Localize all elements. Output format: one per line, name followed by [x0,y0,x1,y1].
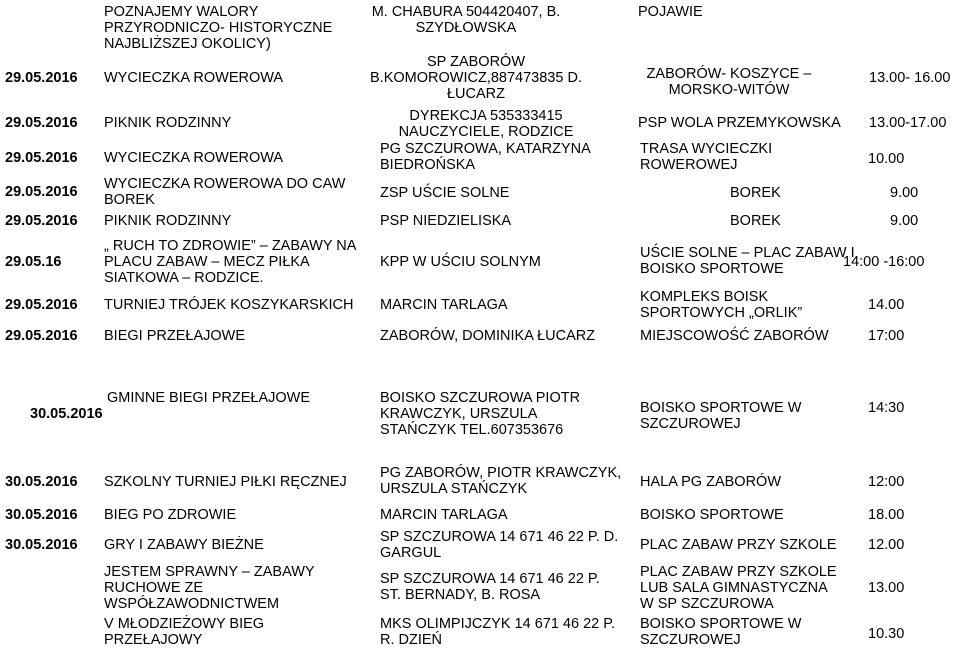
event-cell: GRY I ZABAWY BIEŻNE [104,537,264,553]
place-cell: POJAWIE [638,4,703,20]
time-cell: 9.00 [890,185,919,201]
event-cell: BIEGI PRZEŁAJOWE [104,328,245,344]
date-cell: 29.05.2016 [5,297,78,313]
place-cell: ZABORÓW- KOSZYCE – MORSKO-WITÓW [646,66,812,98]
event-cell: WYCIECZKA ROWEROWA [104,150,284,166]
date-cell: 29.05.2016 [5,115,78,131]
place-cell: PLAC ZABAW PRZY SZKOLE [640,537,837,553]
event-cell: V MŁODZIEŻOWY BIEG PRZEŁAJOWY [104,616,265,648]
time-cell: 10.30 [868,626,905,642]
place-cell: BOREK [730,185,781,201]
event-cell: PIKNIK RODZINNY [104,115,232,131]
event-cell: BIEG PO ZDROWIE [104,507,237,523]
place-cell: PLAC ZABAW PRZY SZKOLE LUB SALA GIMNASTYCZNA W SP SZCZUROWA [640,564,837,612]
place-cell: BOREK [730,213,781,229]
time-cell: 12.00 [868,537,905,553]
date-cell: 29.05.2016 [5,213,78,229]
date-cell: 29.05.2016 [5,184,78,200]
time-cell: 13.00-17.00 [869,115,947,131]
event-cell: SZKOLNY TURNIEJ PIŁKI RĘCZNEJ [104,474,347,490]
organizer-cell: SP ZABORÓW B.KOMOROWICZ,887473835 D. ŁUCARZ [370,54,582,102]
place-cell: BOISKO SPORTOWE W SZCZUROWEJ [640,400,802,432]
event-cell: PIKNIK RODZINNY [104,213,232,229]
organizer-cell: BOISKO SZCZUROWA PIOTR KRAWCZYK, URSZULA STAŃCZYK TEL.607353676 [380,390,581,438]
place-cell: UŚCIE SOLNE – PLAC ZABAW I BOISKO SPORTOWE [640,245,855,277]
event-cell: TURNIEJ TRÓJEK KOSZYKARSKICH [104,297,354,313]
time-cell: 10.00 [868,151,905,167]
date-cell: 29.05.2016 [5,70,78,86]
date-cell: 29.05.2016 [5,150,78,166]
event-cell: WYCIECZKA ROWEROWA [104,70,284,86]
event-cell: POZNAJEMY WALORY PRZYRODNICZO- HISTORYCZNE NAJBLIŻSZEJ OKOLICY) [104,4,333,52]
event-cell: GMINNE BIEGI PRZEŁAJOWE [107,390,311,406]
organizer-cell: MARCIN TARLAGA [380,507,508,523]
place-cell: HALA PG ZABORÓW [640,474,781,490]
event-cell: JESTEM SPRAWNY – ZABAWY RUCHOWE ZE WSPÓŁZAWODNICTWEM [104,564,315,612]
place-cell: KOMPLEKS BOISK SPORTOWYCH „ORLIK” [640,289,803,321]
date-cell: 29.05.16 [5,254,62,270]
time-cell: 18.00 [868,507,905,523]
organizer-cell: PG SZCZUROWA, KATARZYNA BIEDROŃSKA [380,141,590,173]
date-cell: 30.05.2016 [5,507,78,523]
organizer-cell: PSP NIEDZIELISKA [380,213,512,229]
time-cell: 12:00 [868,474,905,490]
organizer-cell: ZABORÓW, DOMINIKA ŁUCARZ [380,328,596,344]
place-cell: BOISKO SPORTOWE [640,507,784,523]
time-cell: 13.00 [868,580,905,596]
time-cell: 14.00 [868,297,905,313]
event-cell: „ RUCH TO ZDROWIE” – ZABAWY NA PLACU ZABAW – MECZ PIŁKA SIATKOWA – RODZICE. [104,238,356,286]
place-cell: PSP WOLA PRZEMYKOWSKA [638,115,841,131]
date-cell: 29.05.2016 [5,328,78,344]
organizer-cell: SP SZCZUROWA 14 671 46 22 P. ST. BERNADY, B. ROSA [380,571,600,603]
place-cell: TRASA WYCIECZKI ROWEROWEJ [640,141,773,173]
place-cell: BOISKO SPORTOWE W SZCZUROWEJ [640,616,802,648]
time-cell: 9.00 [890,213,919,229]
event-cell: WYCIECZKA ROWEROWA DO CAW BOREK [104,176,346,208]
organizer-cell: MKS OLIMPIJCZYK 14 671 46 22 P. R. DZIEŃ [380,616,616,648]
organizer-cell: SP SZCZUROWA 14 671 46 22 P. D. GARGUL [380,529,619,561]
date-cell: 30.05.2016 [30,406,103,422]
time-cell: 17:00 [868,328,905,344]
time-cell: 14:00 -16:00 [843,254,925,270]
date-cell: 30.05.2016 [5,474,78,490]
organizer-cell: KPP W UŚCIU SOLNYM [380,254,541,270]
organizer-cell: DYREKCJA 535333415 NAUCZYCIELE, RODZICE [398,108,574,140]
place-cell: MIEJSCOWOŚĆ ZABORÓW [640,328,829,344]
organizer-cell: ZSP UŚCIE SOLNE [380,185,510,201]
organizer-cell: M. CHABURA 504420407, B. SZYDŁOWSKA [371,4,561,36]
time-cell: 14:30 [868,400,905,416]
organizer-cell: MARCIN TARLAGA [380,297,508,313]
time-cell: 13.00- 16.00 [869,70,951,86]
date-cell: 30.05.2016 [5,537,78,553]
organizer-cell: PG ZABORÓW, PIOTR KRAWCZYK, URSZULA STAŃCZYK [380,465,622,497]
